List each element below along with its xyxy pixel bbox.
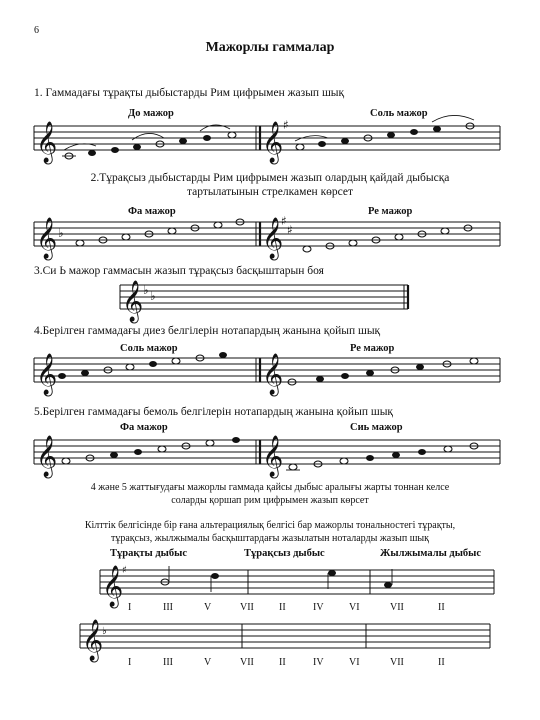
flat-icon: ♭ bbox=[58, 226, 64, 240]
staff-7 bbox=[80, 619, 490, 662]
task-6-text-line-1: 4 және 5 жаттығудағы мажорлы гаммада қайсы дыбыс аралығы жарты тоннан келсе bbox=[90, 482, 450, 493]
roman-numeral: VII bbox=[390, 657, 404, 668]
category-stable: Тұрақты дыбыс bbox=[110, 548, 187, 559]
scale-label-re-major-2: Ре мажор bbox=[350, 343, 395, 354]
roman-numeral: IV bbox=[313, 657, 324, 668]
task-7-text-line-1: Кілттік белгісінде бір ғана альтерациялық белгісі бар мажорлы тональностегі тұрақты, bbox=[84, 520, 456, 531]
roman-numeral: II bbox=[279, 602, 286, 613]
treble-clef-icon: 𝄞 bbox=[36, 122, 58, 163]
roman-numeral: I bbox=[128, 602, 132, 613]
scale-label-fa-major-2: Фа мажор bbox=[120, 422, 168, 433]
roman-numeral: IV bbox=[313, 602, 324, 613]
scale-label-re-major: Ре мажор bbox=[368, 206, 413, 217]
staff-4 bbox=[34, 352, 500, 396]
roman-numeral: VI bbox=[349, 657, 360, 668]
page-number: 6 bbox=[34, 25, 39, 36]
flat-icon: ♭ bbox=[102, 626, 107, 637]
sharp-icon: ♯ bbox=[281, 214, 287, 228]
task-4-text: 4.Берілген гаммадағы диез белгілерін нотапардың жанына қойып шық bbox=[34, 325, 381, 337]
treble-clef-icon: 𝄞 bbox=[262, 218, 284, 259]
roman-numeral: III bbox=[163, 602, 173, 613]
treble-clef-icon: 𝄞 bbox=[262, 354, 284, 395]
flat-icon: ♭ bbox=[150, 289, 156, 303]
scale-label-sol-major: Соль мажор bbox=[370, 108, 428, 119]
task-5-text: 5.Берілген гаммадағы бемоль белгілерін нотапардың жанына қойып шық bbox=[34, 406, 394, 418]
sharp-icon: ♯ bbox=[287, 223, 293, 237]
staff-6 bbox=[100, 565, 494, 608]
roman-numeral: VII bbox=[240, 657, 254, 668]
task-2-text-line-1: 2.Тұрақсыз дыбыстарды Рим цифрымен жазып олардың қайдай дыбысқа bbox=[90, 172, 450, 184]
scale-label-fa-major: Фа мажор bbox=[128, 206, 176, 217]
task-2-text-line-2: тартылатынын стрелкамен көрсет bbox=[186, 186, 354, 198]
scale-label-sol-major-2: Соль мажор bbox=[120, 343, 178, 354]
treble-clef-icon: 𝄞 bbox=[36, 218, 58, 259]
sharp-icon: ♯ bbox=[283, 118, 289, 132]
roman-numeral: V bbox=[204, 657, 212, 668]
staff-3 bbox=[120, 280, 408, 323]
roman-numeral: II bbox=[438, 602, 445, 613]
scale-label-si-b-major: Сиь мажор bbox=[350, 422, 403, 433]
treble-clef-icon: 𝄞 bbox=[122, 281, 144, 322]
roman-numeral: VII bbox=[390, 602, 404, 613]
roman-numeral: V bbox=[204, 602, 212, 613]
roman-numeral: I bbox=[128, 657, 132, 668]
treble-clef-icon: 𝄞 bbox=[36, 354, 58, 395]
treble-clef-icon: 𝄞 bbox=[82, 620, 104, 661]
task-1-text: 1. Гаммадағы тұрақты дыбыстарды Рим цифрымен жазып шық bbox=[34, 87, 345, 99]
roman-numeral: VII bbox=[240, 602, 254, 613]
category-unstable: Тұрақсыз дыбыс bbox=[244, 548, 325, 559]
roman-numeral: II bbox=[438, 657, 445, 668]
staff-5 bbox=[34, 435, 500, 478]
staff-1 bbox=[34, 115, 500, 164]
sharp-icon: ♯ bbox=[122, 565, 127, 576]
treble-clef-icon: 𝄞 bbox=[262, 436, 284, 477]
treble-clef-icon: 𝄞 bbox=[102, 566, 124, 607]
page-title: Мажорлы гаммалар bbox=[205, 40, 335, 55]
scale-label-do-major: До мажор bbox=[128, 108, 174, 119]
task-6-text-line-2: соларды қоршап рим цифрымен жазып көрсет bbox=[171, 495, 369, 506]
treble-clef-icon: 𝄞 bbox=[262, 122, 284, 163]
task-3-text: 3.Си Ь мажор гаммасын жазып тұрақсыз басқыштарын боя bbox=[34, 265, 324, 277]
treble-clef-icon: 𝄞 bbox=[36, 436, 58, 477]
category-moving: Жылжымалы дыбыс bbox=[380, 548, 482, 559]
roman-numeral: III bbox=[163, 657, 173, 668]
task-7-text-line-2: тұрақсыз, жылжымалы басқыштардағы жазылатын ноталарды жазып шық bbox=[110, 533, 430, 544]
flat-icon: ♭ bbox=[143, 283, 149, 297]
roman-numeral: VI bbox=[349, 602, 360, 613]
roman-numeral: II bbox=[279, 657, 286, 668]
staff-2 bbox=[34, 214, 500, 260]
